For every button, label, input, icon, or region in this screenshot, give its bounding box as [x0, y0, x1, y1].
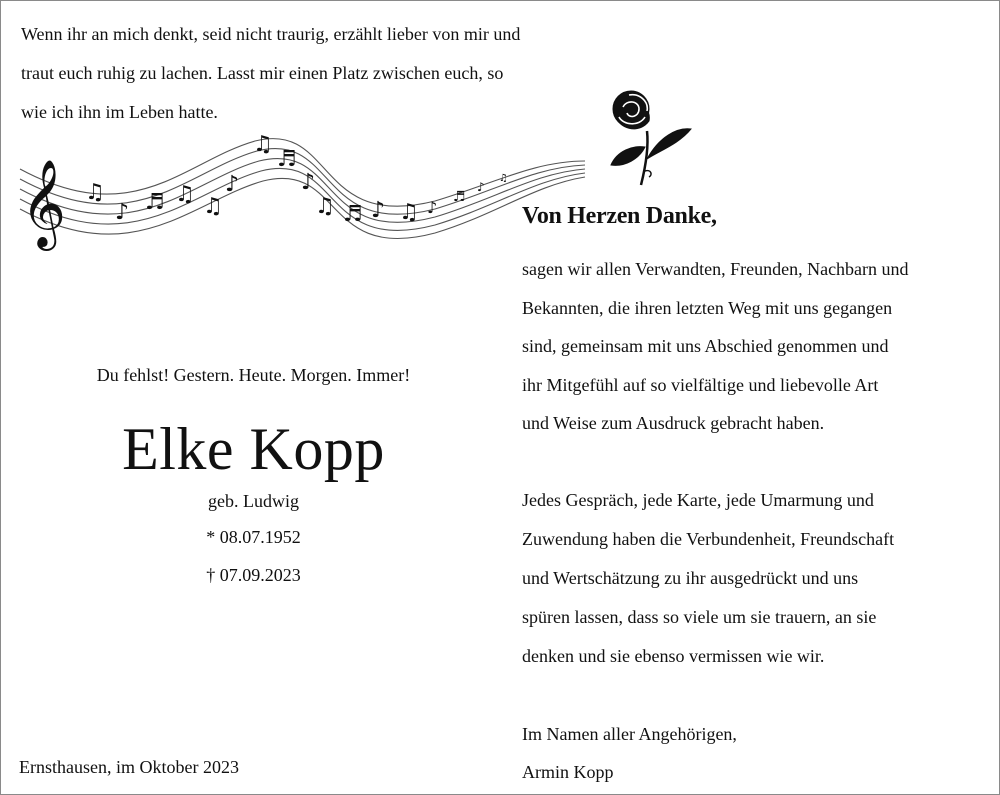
svg-text:♫: ♫ — [399, 200, 419, 225]
music-notes-icon — [15, 121, 595, 261]
svg-text:♪: ♪ — [225, 172, 240, 197]
text-line: sind, gemeinsam mit uns Abschied genommen und — [522, 336, 889, 356]
signature: Armin Kopp — [522, 762, 614, 782]
quote-line: wie ich ihn im Leben hatte. — [21, 102, 218, 122]
svg-text:♫: ♫ — [85, 180, 105, 205]
thanks-paragraph-1 — [522, 250, 982, 443]
svg-text:♪: ♪ — [427, 198, 438, 217]
svg-text:♬: ♬ — [343, 202, 363, 227]
rose-icon — [599, 89, 699, 189]
text-line: ihr Mitgefühl auf so vielfältige und liebevolle Art — [522, 374, 879, 395]
deceased-name: Elke Kopp — [122, 416, 385, 482]
svg-text:♫: ♫ — [175, 182, 195, 207]
svg-text:♬: ♬ — [277, 147, 297, 172]
svg-text:♫: ♫ — [203, 194, 223, 219]
svg-text:♬: ♬ — [145, 190, 165, 215]
svg-text:♪: ♪ — [301, 170, 316, 195]
text-line: und Weise zum Ausdruck gebracht haben. — [522, 413, 825, 433]
maiden-name: geb. Ludwig — [208, 491, 299, 511]
text-line: Zuwendung haben die Verbundenheit, Freundschaft — [522, 529, 895, 549]
svg-text:♪: ♪ — [371, 198, 386, 223]
svg-text:♪: ♪ — [115, 200, 130, 225]
quote-line: traut euch ruhig zu lachen. Lasst mir einen Platz zwischen euch, so — [21, 63, 504, 83]
closing-block — [522, 715, 982, 791]
thanks-paragraph-2 — [522, 481, 982, 676]
svg-text:♪: ♪ — [477, 180, 485, 194]
svg-text:♫: ♫ — [499, 173, 508, 184]
text-line: und Wertschätzung zu ihr ausgedrückt und uns — [522, 568, 859, 588]
closing-line: Im Namen aller Angehörigen, — [522, 724, 737, 744]
svg-text:♫: ♫ — [253, 132, 273, 157]
birth-date: * 08.07.1952 — [206, 527, 301, 547]
motto: Du fehlst! Gestern. Heute. Morgen. Immer! — [96, 365, 411, 385]
text-line: sagen wir allen Verwandten, Freunden, Nachbarn und — [522, 259, 909, 279]
thanks-heading: Von Herzen Danke, — [522, 203, 717, 229]
death-date: † 07.09.2023 — [206, 565, 301, 585]
text-line: Bekannten, die ihren letzten Weg mit uns gegangen — [522, 297, 893, 318]
text-line: spüren lassen, dass so viele um sie trauern, an sie — [522, 607, 877, 627]
quote-line: Wenn ihr an mich denkt, seid nicht traurig, erzählt lieber von mir und — [21, 24, 521, 44]
text-line: Jedes Gespräch, jede Karte, jede Umarmung und — [522, 490, 874, 510]
text-line: denken und sie ebenso vermissen wie wir. — [522, 646, 825, 666]
place-date: Ernsthausen, im Oktober 2023 — [19, 757, 239, 777]
svg-text:𝄞: 𝄞 — [21, 158, 66, 247]
svg-text:♫: ♫ — [315, 194, 335, 219]
memorial-quote — [21, 15, 621, 132]
svg-text:♬: ♬ — [453, 189, 466, 205]
